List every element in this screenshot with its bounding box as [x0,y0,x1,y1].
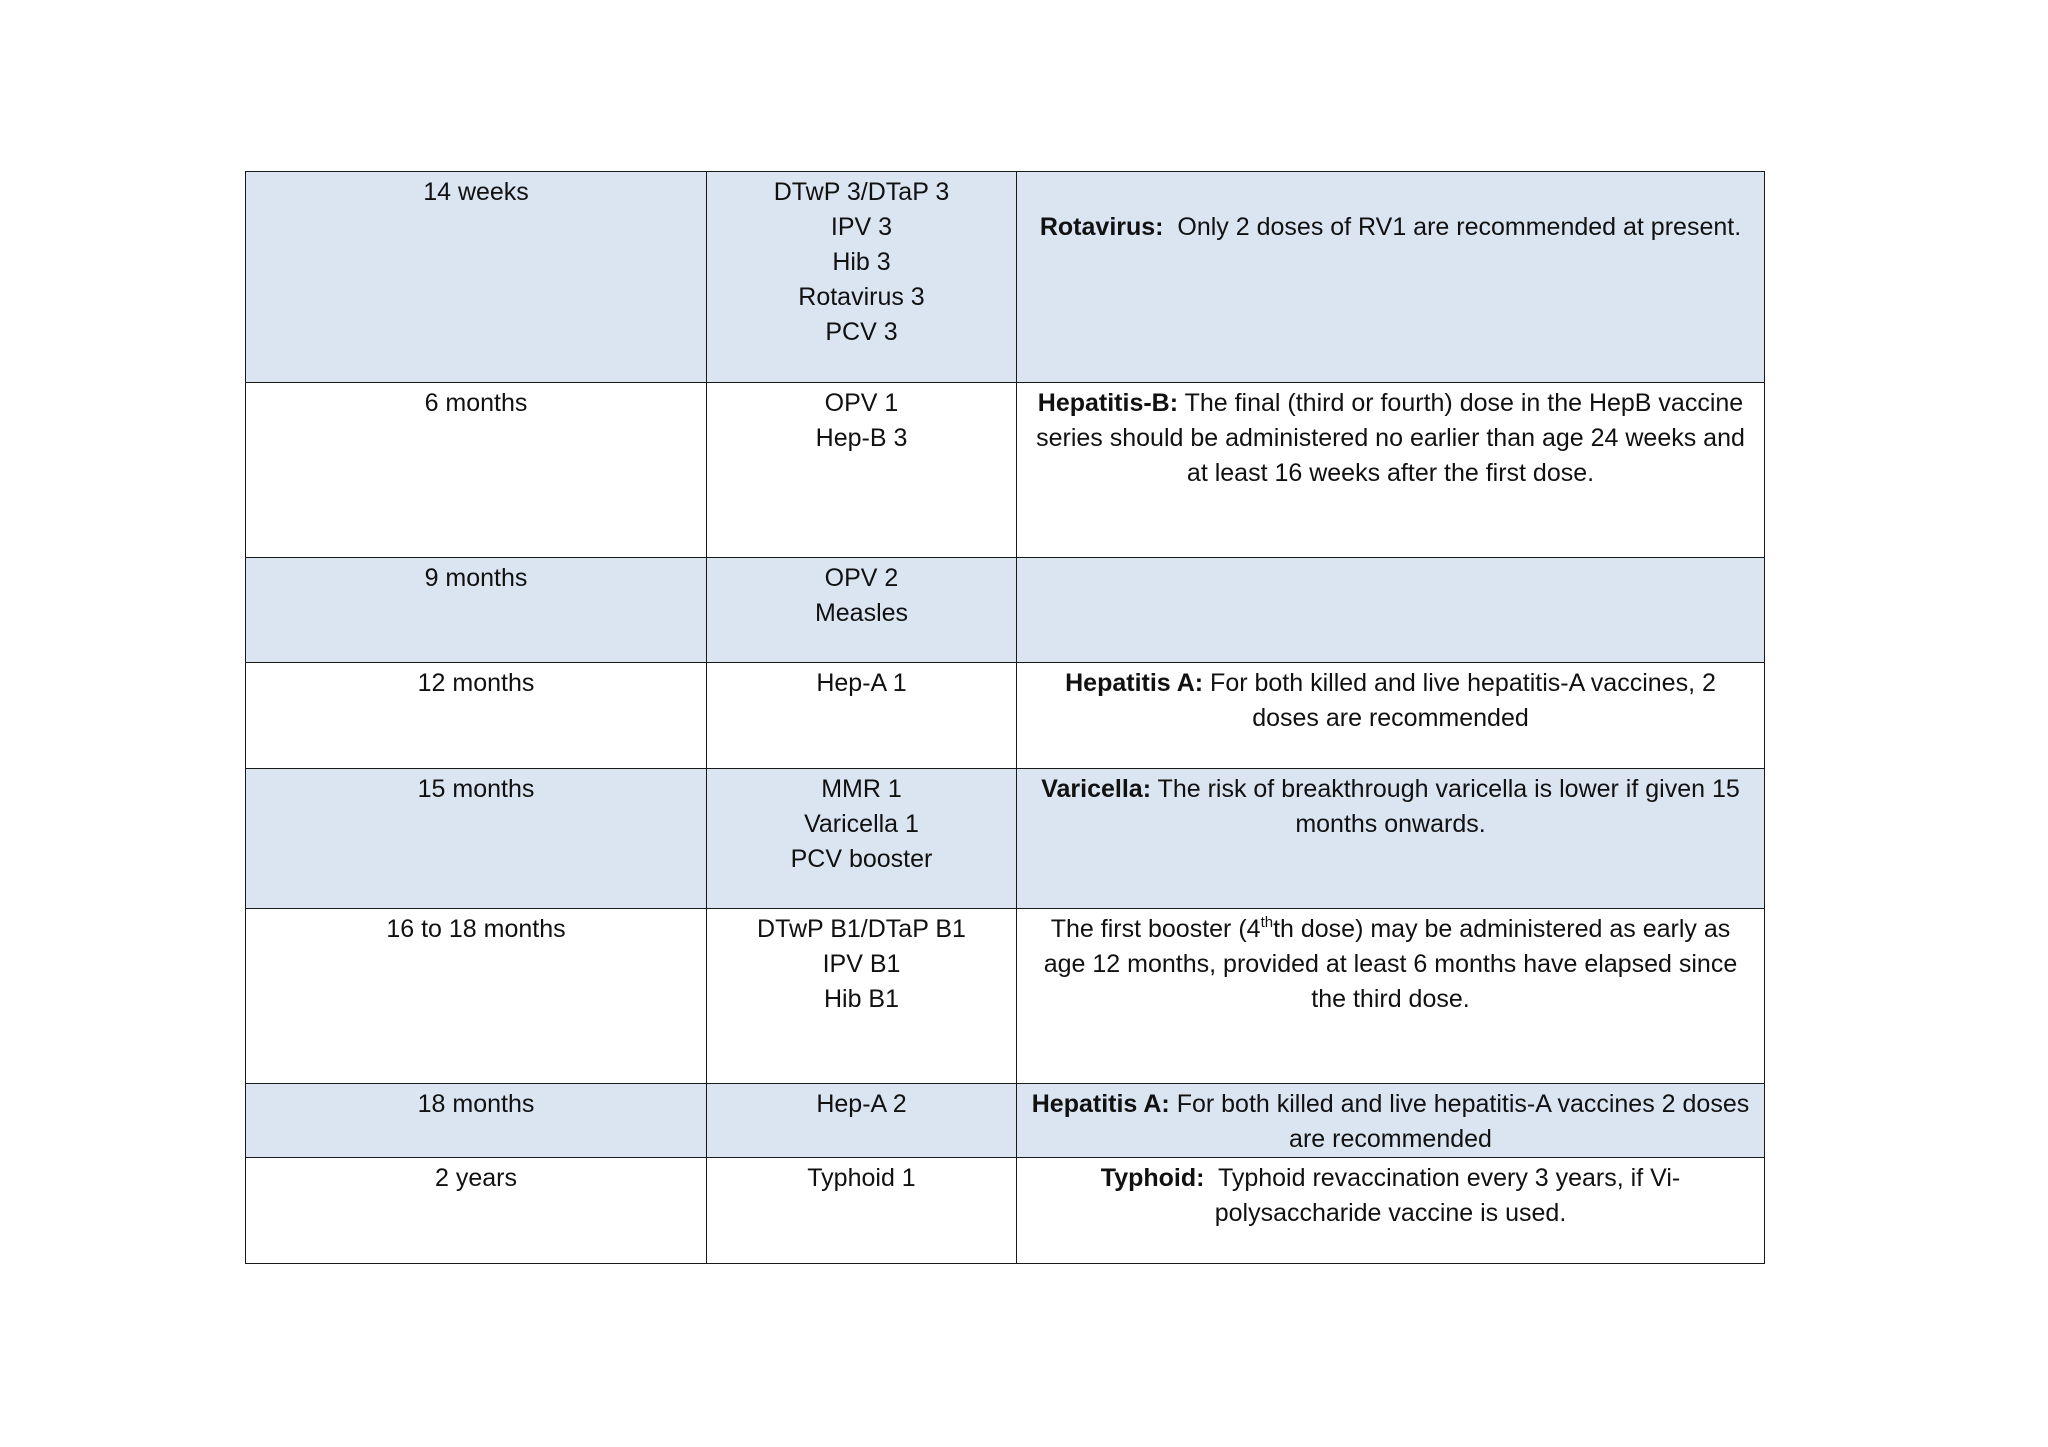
remarks-cell [1017,909,1765,1084]
vaccine-list [719,666,1004,701]
table-row [246,1158,1765,1264]
remark-heading: Hepatitis A: [1031,1090,1170,1118]
remarks-cell [1017,1158,1765,1264]
table-row [246,172,1765,383]
age-label: 9 months [424,564,528,592]
age-cell [246,663,707,769]
vaccines-cell [707,172,1017,383]
vaccines-cell [707,558,1017,663]
age-label: 12 months [417,669,535,697]
remark-text [1029,1161,1752,1231]
remarks-cell [1017,769,1765,909]
remark-body-post: th dose) may be administered as early as age 12 months, provided at least 6 months have elapsed since the third dose. [1043,915,1738,1013]
age-label: 15 months [417,775,535,803]
remarks-cell [1017,663,1765,769]
vaccine-list [719,912,1004,1017]
remarks-cell [1017,558,1765,663]
age-label: 16 to 18 months [386,915,566,943]
age-cell [246,909,707,1084]
age-label: 18 months [417,1090,535,1118]
vaccine-list [719,386,1004,456]
vaccine-item: Hep-B 3 [815,424,908,452]
remark-heading: Hepatitis A: [1065,669,1204,697]
table-row [246,558,1765,663]
vaccine-item: PCV 3 [825,318,898,346]
vaccine-item: Hep-A 1 [816,669,907,697]
age-cell [246,383,707,558]
remark-heading: Typhoid: [1100,1164,1205,1192]
vaccine-item: Measles [814,599,909,627]
vaccine-list [719,1161,1004,1196]
remark-body: Typhoid revaccination every 3 years, if Vi-polysaccharide vaccine is used. [1214,1164,1681,1227]
vaccines-cell [707,1158,1017,1264]
age-cell [246,172,707,383]
table-row [246,769,1765,909]
vaccine-item: Hib B1 [823,985,900,1013]
remark-heading: Rotavirus: [1039,213,1164,241]
vaccine-list [719,175,1004,350]
vaccine-item: Typhoid 1 [807,1164,916,1192]
vaccine-list [719,1087,1004,1122]
vaccine-item: IPV 3 [830,213,893,241]
age-cell [246,1084,707,1158]
vaccine-item: PCV booster [790,845,933,873]
vaccine-item: Rotavirus 3 [798,283,925,311]
age-label: 14 weeks [423,178,529,206]
superscript-ordinal: th [1260,914,1274,931]
remark-text [1029,210,1752,245]
vaccine-item: OPV 2 [824,564,899,592]
remark-text [1029,666,1752,736]
table-row [246,663,1765,769]
remark-text [1029,386,1752,491]
vaccine-item: DTwP B1/DTaP B1 [757,915,966,943]
remark-text [1029,912,1752,1017]
vaccines-cell [707,1084,1017,1158]
age-cell [246,769,707,909]
remark-body: The risk of breakthrough varicella is lower if given 15 months onwards. [1157,775,1740,838]
vaccine-item: Hep-A 2 [816,1090,907,1118]
remark-body-pre: The first booster (4 [1050,915,1261,943]
vaccine-item: IPV B1 [822,950,901,978]
vaccine-list [719,772,1004,877]
remark-body: For both killed and live hepatitis-A vaccines 2 doses are recommended [1176,1090,1750,1153]
table-row [246,1084,1765,1158]
vaccines-cell [707,663,1017,769]
remark-text [1029,1087,1752,1157]
remark-heading: Hepatitis-B: [1037,389,1179,417]
vaccines-cell [707,909,1017,1084]
vaccine-item: Varicella 1 [804,810,919,838]
vaccine-item: Hib 3 [832,248,891,276]
vaccine-item: MMR 1 [821,775,902,803]
remark-heading: Varicella: [1041,775,1152,803]
remarks-cell [1017,383,1765,558]
remark-body: For both killed and live hepatitis-A vaccines, 2 doses are recommended [1210,669,1716,732]
vaccines-cell [707,769,1017,909]
remark-body: Only 2 doses of RV1 are recommended at present. [1177,213,1742,241]
age-cell [246,558,707,663]
remarks-cell [1017,172,1765,383]
immunization-schedule-table [245,171,1765,1264]
table-row [246,383,1765,558]
vaccine-list [719,561,1004,631]
vaccines-cell [707,383,1017,558]
remarks-cell [1017,1084,1765,1158]
age-label: 2 years [435,1164,517,1192]
age-label: 6 months [424,389,528,417]
vaccine-item: OPV 1 [824,389,899,417]
remark-text [1029,772,1752,842]
vaccine-item: DTwP 3/DTaP 3 [773,178,950,206]
age-cell [246,1158,707,1264]
table-row [246,909,1765,1084]
remark-body: The final (third or fourth) dose in the HepB vaccine series should be administered no earlier than age 24 weeks and at least 16 weeks after the first dose. [1036,389,1745,487]
